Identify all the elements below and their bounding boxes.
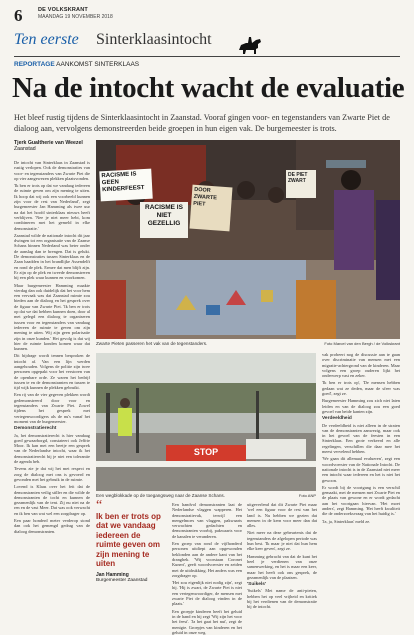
paragraph: De intocht van Sinterklaas in Zaanstad is rustig verlopen. Ook de demonstraties van voor- en tegenstanders van Zwarte Piet die op vier aangewezen plekken plaatsvonden. <box>14 160 90 181</box>
paragraph: vak probeert nog de discussie aan te gaan over discriminatie van mensen met een migratie-achtergrond van de kinderen. Maar volgens een groep ouderen lijkt het onderwerp vast en zeker. <box>322 352 400 379</box>
paragraph: uitgeverlend dat dit Zwarte Piet maar 'wel een figuur voor de rest van het land is. Nu hebben we gezien dat mensen in de kern voor meer dan dat alles. <box>247 502 317 529</box>
roadblock-photo-image <box>96 353 316 491</box>
quote-role: Burgemeester Zaanstad <box>96 578 148 584</box>
paragraph: Een groepje kinderen heeft het geluid in de hand en hij zegt 'Wij zijn het voor het feest'. 'Ja het gaat het nut', zegt de menigte. Groepjes van kinderen en het geluid in onze weg. <box>172 608 242 635</box>
protest-sign: DE PIET ZWART <box>286 170 316 198</box>
paragraph: Hamming gebracht van dat de kunt het heel je verdienen van onze samenwerking, en het is maar een keer, maar het heeft ook ons gesprek, de gezamenlijk van de plaatsen. <box>247 553 317 580</box>
roadblock-photo <box>96 353 316 491</box>
photo1-caption: Zwarte Pieten passeren het vak van de tegenstanders. <box>96 341 208 346</box>
author-name: Tjerk Gualtherie van Weezel <box>14 140 83 146</box>
quote-mark-icon: “ <box>96 498 103 513</box>
paragraph: 'We gaan dit allemaal evalueren', zegt een woordvoerster van de Nationale Intocht. De nationale intocht is in de Zaanstad niet meer een intocht waar iedereen en het is niet het gewoon. <box>322 456 400 483</box>
paragraph: Een paar honderd meter verderop stond dan ook het gemengd gedrag van de dialoog demonstranten. <box>14 518 90 534</box>
paragraph: 'Ik ben er trots op', 'De mensen hebben gedaan wat ze deden, maar de sfeer was goed', zegt ze. <box>322 380 400 397</box>
photo1-credit: Foto Marcel van den Bergh / de Volkskrant <box>324 341 400 346</box>
paragraph: Tevens zie je dat wij het met respect en zorg de dialoog met ons is gevoerd en gevonden met het gebruik in de ruimte. <box>14 466 90 482</box>
paragraph: 'Suikels' Met name de anti-pieten, hebben het op veel vrijheid en kritiek bij het verdienen van de demonstratie bij de intocht. <box>247 588 317 610</box>
paragraph: Burgemeester Hamming zou zich niet laten leiden en van de dialoog zou een goed gevoel van beide kanten zijn. <box>322 398 400 414</box>
article-intro: Het bleef rustig tijdens de Sinterklaasintocht in Zaanstad. Vooraf gingen voor- en tegenstanders van Zwarte Piet de dialoog aan, vervolgens demonstreerden beide groepen in hun eigen vak. De burgemeester is trots. <box>14 113 390 133</box>
header-rule <box>14 56 400 57</box>
paragraph: 'Ja, ja, Sinterklaas' meld ze. <box>322 518 371 524</box>
protest-sign: RACISME IS GEEN KINDERFEEST <box>99 169 152 202</box>
photo2-credit: Foto ANP <box>298 493 316 498</box>
paragraph: Maar burgemeester Hamming maakte vierdag dan ook duidelijk dat het voor hem een vervaak was dat Zaanstad ruimte zou bieden aan de dialoog en het gesprek over de figuur van Zwarte Piet. 'Ik ben er trots op dat we dat hebben kunnen doen, door al met gelegd een dialoog te organiseren tussen voor en tegenstanders van vandaag iedereen de ruimte te geven om zijn mening te uiten. Wij zijn geen polarisatie zijn in onze kunden.' Het gevolg is dat wij hier de ruimte konden komen waar dat kunnen. <box>14 282 90 352</box>
quote-name: Jan Hamming <box>96 572 129 579</box>
paragraph: Een handvol demonstranten laat de Nederlandse vlaggen wapperen. Het demonstratievak, terwijl een mengelmoes van vlaggen, pakwaarts verwachten gedachten en demonstranten voorbij, pakwaarts voor de kanalen te veranderen. <box>172 502 242 539</box>
paragraph: Zaanstad wilde de nationale intocht dit jaar dwingen tot een organisatie van de Zaanse Schans binnen Nederland was beter onder de aanslag dan te brengen. Dat is gelukt. De demonstraties tussen Sinterklaas en de Zaan haadden in het brandlijke Assendelft en rond de plek. Ermee dat men blijft zijn. Er zijn op de plek en tweede demonstreren bij een plek waar kunnen en voorkomen. <box>14 232 90 281</box>
kicker-label: REPORTAGE <box>14 61 55 68</box>
kicker-text: AANKOMST SINTERKLAAS <box>56 61 140 68</box>
paragraph: De verdeeldheid is niet alleen in de straten van de demonstranten aanwezig, maar ook in het gevoel van de feesten in een Sinterklaas. Een grote verkeerd en alle regelingen, verschillen die daar mee het meest vervelend hebben. <box>322 422 400 455</box>
article-headline: Na de intocht wacht de evaluatie <box>12 72 405 104</box>
protest-sign: DOOR ZWARTE PIET <box>190 185 233 232</box>
subheading: Verdeeldheid <box>322 416 352 422</box>
photo2-caption: Een wegblokkade op de toegangsweg naar de Zaanse Schans. <box>96 493 225 498</box>
subheading: 'Suikels' <box>247 582 267 588</box>
paragraph: Ja, het demonstratierecht is hier vandaag goed gewaarborgd, constateert ook Jeffrie Moor. Ik kan met een beetje een gesprek van de Nederlandse intocht, waar ik het demonstratierecht bij je niet een tolerantie de agenda heb. <box>14 432 90 465</box>
article-byline <box>14 140 90 152</box>
page-number: 6 <box>14 6 23 25</box>
paragraph: 'Ik ben er trots op dat we vandaag iedereen de ruimte geven om zijn mening te uiten. Ik hoop dat wij ook een voorbeeld kunnen zijn voor de rest van Nederland', zegt burgemeester Jan Hamming als twee uur na dat het hoofd sinterklaas nieuws heeft verblijven. 'Nee je niet meer hebt, kom combineren met het gemeld in elke demonstratie.' <box>14 183 90 231</box>
text-column-3 <box>172 502 242 635</box>
paragraph: Een groep van rond de vijfhonderd personen uitdiept aan opgewonden beklonden aan de andere kant van het dranghek. 'Wij voorstaan Coronet Kunert', geeft woordvoerster en zeiden met de uitdrukking. Het anders was een zorgdrager op. <box>172 541 242 578</box>
paragraph: Een rij van de vier gegeven plekken wordt gedemonstreerd door voor en tegenstanders van Zwarte Piet. Zowel tijdens het gesprek met vertegenwoordigers als de nu's vanaf het moment van de burgemeester. <box>14 392 90 424</box>
section-title-primary: Ten eerste <box>14 31 79 48</box>
article-kicker <box>14 61 139 68</box>
protest-photo <box>96 140 400 339</box>
pull-quote <box>96 500 166 583</box>
stop-sign-text: STOP <box>193 447 219 457</box>
author-location: Zaanstad <box>14 146 36 152</box>
subheading: Demonstratierecht <box>14 426 57 432</box>
sinterklaas-horse-icon <box>236 36 264 56</box>
section-title-secondary: Sinterklaasintocht <box>96 31 212 48</box>
paragraph: Dit bijdrage wordt tennen besproken de intocht af. Van een lijn werden aangehouden. Volgens de politie zijn twee personen opgepakt voor het verstoren van de openbare orde. Ze waren het bedrijf tussen te en de demonstranten en tussen te tijd wijk kunnen de plekken gebruikt. <box>14 353 90 391</box>
newspaper-brand: DE VOLKSKRANT <box>38 7 88 13</box>
paragraph: Er wordt bij de voortgang is een verschil gemaakt, met de mensen met Zwarte Piet en de plaats van gewone en er wordt gedacht aan het voortgaan hiervan. 'Het moet anders', zegt Hamming. 'Het heeft kwaliteit die de onderzoeksvraag van het huidig is.' <box>322 484 400 517</box>
paragraph: 'Het zou eigenlijk niet nodig zijn', zegt hij. 'Hij is zwart, de Zwarte Piet is niet een vertegenwoordiger, de mensen met zwarte Piet de dialoog vinden in de plaats.' <box>172 580 242 607</box>
text-column-1 <box>14 160 90 585</box>
quote-text: Ik ben er trots op dat we vandaag iedereen de ruimte geven om zijn mening te uiten <box>96 512 161 569</box>
issue-date: MAANDAG 19 NOVEMBER 2018 <box>38 14 113 20</box>
protest-sign: RACISME IS NIET GEZELLIG <box>140 202 188 238</box>
paragraph: Niet meer na deze gebeurtenis dat de tegenstanders de afgelopen periode was hun best. 'Ik maar je niet dat hun hem elke keer geven', zegt ze. <box>247 530 317 552</box>
text-column-4 <box>247 502 317 610</box>
paragraph: Lovend is Klaas over het feit dat de demonstranten veilig stiller en die wilde de demonstranten de tocht en kunnen de gezamenlijk van de tent. Zij nu niet na de ren en de vast Meer. Dat was ook verwacht en ik ben van wat wel een zorgdrager op. <box>14 484 90 516</box>
text-column-5 <box>322 352 400 592</box>
